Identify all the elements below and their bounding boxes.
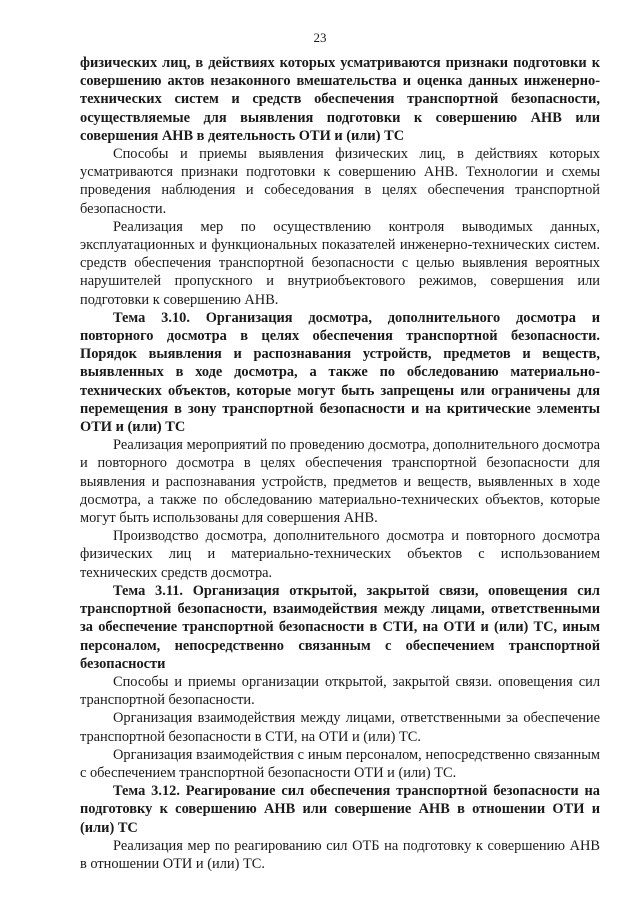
page-number: 23 [313, 30, 327, 45]
paragraph-body: Реализация мер по осуществлению контроля выводимых данных, эксплуатационных и функциональных показателей инженерно-технических систем. средств обеспечения транспортной безопасности с целью выявления вероятных нарушителей пропускного и внутриобъектового режимов, совершения или подготовки к совершению АНВ. [80, 218, 600, 308]
paragraph-body: Организация взаимодействия с иным персоналом, непосредственно связанным с обеспечением транспортной безопасности ОТИ и (или) ТС. [80, 746, 600, 781]
topic-heading-3-11: Тема 3.11. Организация открытой, закрытой связи, оповещения сил транспортной безопасности, взаимодействия между лицами, ответственными за обеспечение транспортной безопасности в СТИ, на ОТИ и (или) ТС, иным персоналом, непосредственно связанным с обеспечением транспортной безопасности [80, 582, 600, 672]
topic-heading-3-12: Тема 3.12. Реагирование сил обеспечения транспортной безопасности на подготовку к совершению АНВ или совершение АНВ в отношении ОТИ и (или) ТС [80, 783, 600, 836]
topic-heading-3-10: Тема 3.10. Организация досмотра, дополнительного досмотра и повторного досмотра в целях обеспечения транспортной безопасности. Порядок выявления и распознавания устройств, предметов и веществ, выявленных в ходе досмотра, а также по обследованию материально-технических объектов, которые могут быть запрещены или ограничены для перемещения в зону транспортной безопасности и на критические элементы ОТИ и (или) ТС [80, 309, 600, 436]
paragraph-body: Производство досмотра, дополнительного досмотра и повторного досмотра физических лиц и материально-технических объектов с использованием технических средств досмотра. [80, 528, 600, 581]
document-body [80, 54, 600, 873]
paragraph-body: Организация взаимодействия между лицами, ответственными за обеспечение транспортной безопасности в СТИ, на ОТИ и (или) ТС. [80, 710, 600, 745]
paragraph-body: Реализация мероприятий по проведению досмотра, дополнительного досмотра и повторного досмотра в целях обеспечения транспортной безопасности для выявления и распознавания устройств, предметов и веществ, выявленных в ходе досмотра, а также по обследованию материально-технических объектов, которые могут быть использованы для совершения АНВ. [80, 437, 600, 527]
paragraph-body: Способы и приемы выявления физических лиц, в действиях которых усматриваются признаки подготовки к совершению АНВ. Технологии и схемы проведения наблюдения и собеседования в целях обеспечения транспортной безопасности. [80, 146, 600, 217]
paragraph-body: Способы и приемы организации открытой, закрытой связи. оповещения сил транспортной безопасности. [80, 673, 600, 709]
paragraph-heading-continuation: физических лиц, в действиях которых усматриваются признаки подготовки к совершению актов незаконного вмешательства и оценка данных инженерно-технических систем и средств обеспечения транспортной безопасности, осуществляемые для выявления подготовки к совершению АНВ или совершения АНВ в деятельность ОТИ и (или) ТС [80, 55, 600, 144]
paragraph-body: Реализация мер по реагированию сил ОТБ на подготовку к совершению АНВ в отношении ОТИ и (или) ТС. [80, 837, 600, 872]
